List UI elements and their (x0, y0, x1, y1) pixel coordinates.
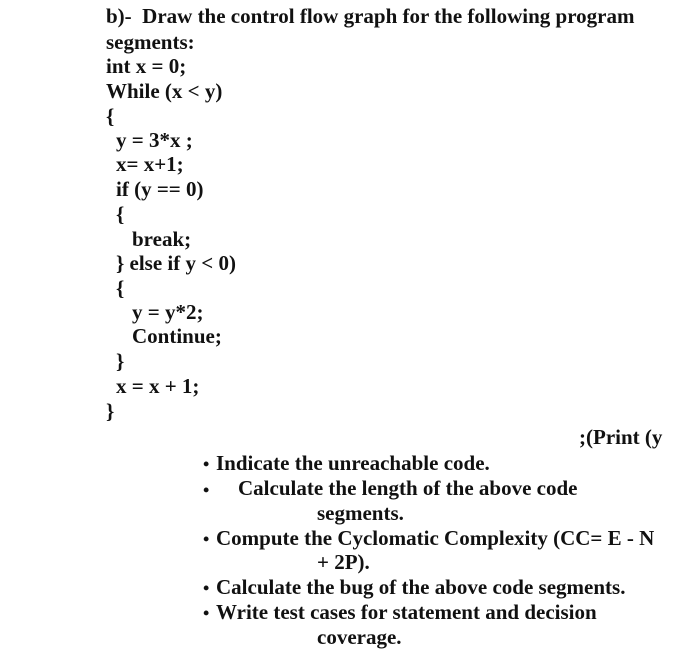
task-item-continued: coverage. (317, 625, 402, 649)
question-heading-continued: segments: (106, 30, 195, 54)
code-line: int x = 0; (106, 54, 187, 78)
code-line: While (x < y) (106, 79, 223, 103)
code-line: } (116, 349, 125, 373)
bullet-icon: • (203, 603, 210, 623)
task-item: Calculate the bug of the above code segments. (216, 575, 626, 599)
code-line: { (116, 202, 125, 226)
code-line: } else if y < 0) (116, 251, 236, 275)
code-line: y = 3*x ; (116, 128, 193, 152)
bullet-icon: • (203, 454, 210, 474)
task-item: Compute the Cyclomatic Complexity (CC= E - N (216, 526, 655, 550)
code-line: break; (132, 227, 192, 251)
task-item: Indicate the unreachable code. (216, 451, 490, 475)
task-item-continued: segments. (317, 501, 404, 525)
task-item: Write test cases for statement and decision (216, 600, 597, 624)
code-line: x = x + 1; (116, 374, 200, 398)
code-line: if (y == 0) (116, 177, 204, 201)
code-line: Continue; (132, 324, 222, 348)
code-line: { (106, 104, 115, 128)
question-heading: b)- Draw the control flow graph for the following program (106, 4, 635, 28)
bullet-icon: • (203, 480, 210, 500)
task-item: Calculate the length of the above code (238, 476, 578, 500)
task-item-continued: + 2P). (317, 550, 370, 574)
code-line: x= x+1; (116, 152, 184, 176)
code-line: y = y*2; (132, 300, 204, 324)
bullet-icon: • (203, 529, 210, 549)
print-statement: ;(Print (y (579, 425, 663, 449)
bullet-icon: • (203, 578, 210, 598)
code-line: { (116, 276, 125, 300)
code-line: } (106, 399, 115, 423)
